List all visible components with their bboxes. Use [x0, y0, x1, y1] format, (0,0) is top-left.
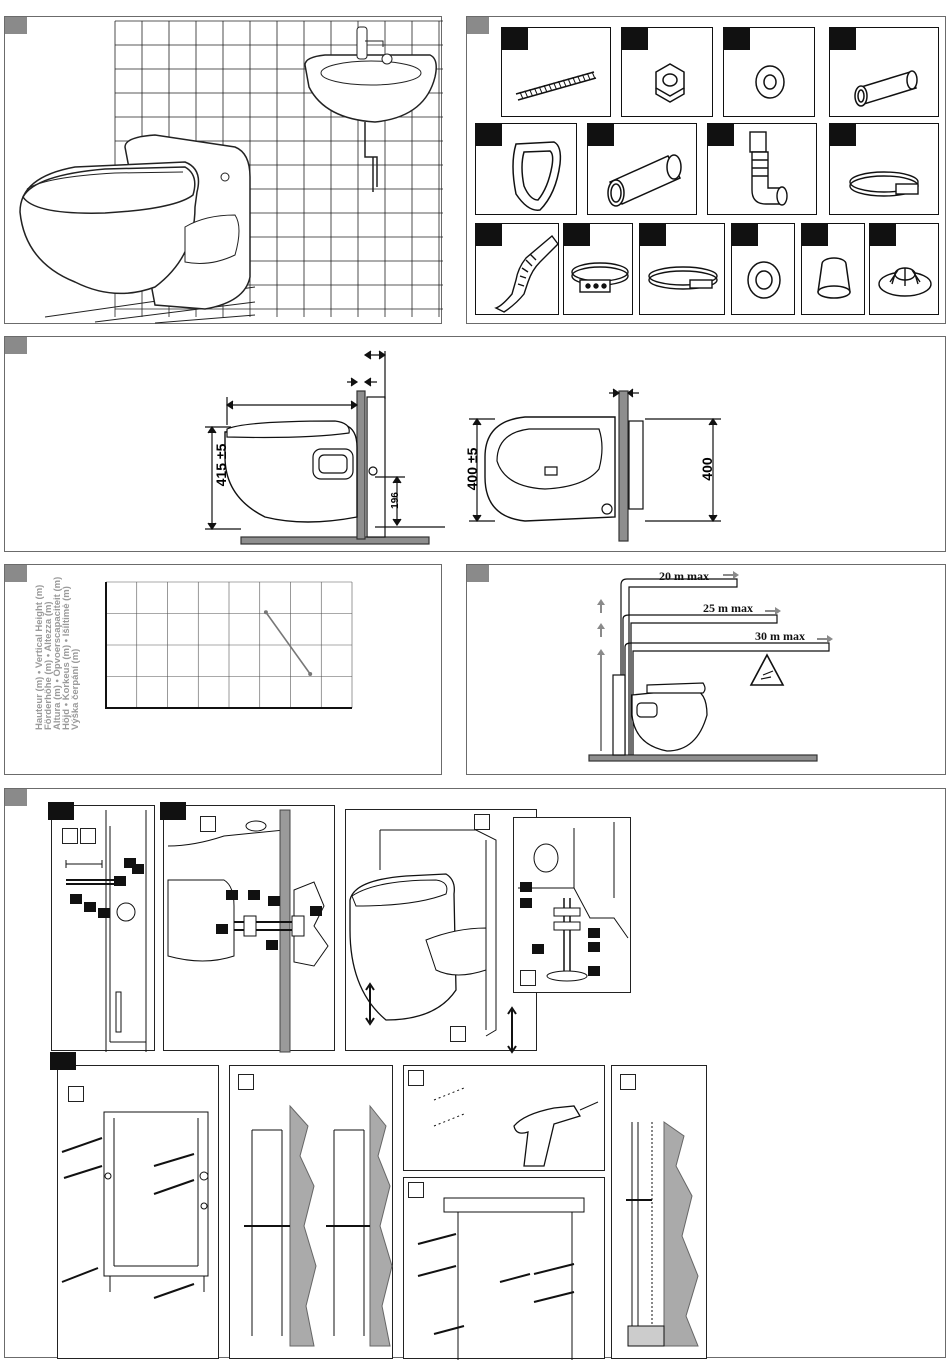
part-threaded-rod — [501, 27, 611, 117]
dim-front-height-right: 400 — [699, 457, 715, 481]
step-pipe-connection — [163, 805, 335, 1051]
callout-marker — [226, 890, 238, 900]
part-hex-nut — [621, 27, 713, 117]
gasket-plate-icon — [476, 124, 578, 216]
wall-section-drawing — [612, 1066, 708, 1360]
callout-marker — [132, 864, 144, 874]
corrugated-hose-icon — [476, 224, 560, 316]
callout-marker — [532, 944, 544, 954]
part-corrugated-hose — [475, 223, 559, 315]
chart-curve-point — [264, 610, 268, 614]
chart-ylabel-line-3: Altura (m) • Opvoerscapaciteit (m) — [52, 576, 63, 730]
threaded-rod-icon — [502, 28, 612, 118]
step-rod-fitting — [51, 805, 155, 1051]
callout-marker — [84, 902, 96, 912]
performance-chart — [106, 582, 356, 712]
part-elbow-connector — [707, 123, 817, 215]
rubber-grommet-icon — [732, 224, 796, 316]
chart-ylabel-line-1: Hauteur (m) • Vertical Height (m) — [34, 584, 45, 730]
callout-marker — [588, 942, 600, 952]
part-rubber-grommet — [731, 223, 795, 315]
part-pipe-section — [587, 123, 697, 215]
step-anchor-insertion — [403, 1177, 605, 1359]
anchor-insertion-drawing — [404, 1178, 606, 1360]
step-frame-fixing — [57, 1065, 219, 1359]
dim-front-height: 400 ±5 — [464, 447, 480, 491]
toilet-mounting-drawing — [346, 810, 538, 1052]
callout-marker — [588, 966, 600, 976]
chart-performance-curve — [266, 612, 310, 674]
callout-marker — [114, 876, 126, 886]
part-strap-clamp — [563, 223, 633, 315]
callout-marker — [70, 894, 82, 904]
part-flange-seal — [869, 223, 939, 315]
rod-fitting-drawing — [52, 806, 156, 1052]
callout-marker — [520, 882, 532, 892]
callout-marker — [588, 928, 600, 938]
callout-marker — [310, 906, 322, 916]
callout-marker — [266, 940, 278, 950]
pipe-section-icon — [588, 124, 698, 216]
hex-nut-icon — [622, 28, 714, 118]
panel-dimensions — [4, 336, 946, 552]
discharge-label-30m: 30 m max — [755, 629, 805, 643]
panel-parts-list — [466, 16, 946, 324]
part-band-clamp — [639, 223, 725, 315]
discharge-label-25m: 25 m max — [703, 601, 753, 615]
panel-number-tag — [467, 17, 489, 34]
panel-number-tag — [5, 789, 27, 806]
discharge-diagram — [467, 565, 947, 776]
step-wall-check — [229, 1065, 393, 1359]
part-gasket-plate — [475, 123, 577, 215]
washer-icon — [724, 28, 816, 118]
part-pipe-sleeve — [829, 27, 939, 117]
elbow-connector-icon — [708, 124, 818, 216]
callout-marker — [216, 924, 228, 934]
part-hose-clamp — [829, 123, 939, 215]
step-wall-section — [611, 1065, 707, 1359]
step-drilling — [403, 1065, 605, 1171]
panel-installation-steps — [4, 788, 946, 1358]
hose-clamp-icon — [830, 124, 940, 216]
discharge-label-20m: 20 m max — [659, 569, 709, 583]
pipe-connection-drawing — [164, 806, 336, 1052]
chart-ylabel-line-5: Výška čerpání (m) — [70, 648, 81, 730]
chart-ylabel-line-2: Förderhöhe (m) • Altezza (m) — [43, 601, 54, 730]
panel-bathroom-scene — [4, 16, 442, 324]
flange-seal-icon — [870, 224, 940, 316]
panel-discharge-distance — [466, 564, 946, 775]
callout-marker — [98, 908, 110, 918]
band-clamp-icon — [640, 224, 726, 316]
step-toilet-mounting — [345, 809, 537, 1051]
chart-ylabel-line-4: Höjd • Korkeus (m) • Išiltimė (m) — [61, 586, 72, 730]
part-washer — [723, 27, 815, 117]
part-cone-seal — [801, 223, 865, 315]
dim-side-height: 415 ±5 — [213, 443, 229, 487]
wall-check-drawing — [230, 1066, 394, 1360]
frame-fixing-drawing — [58, 1066, 220, 1360]
strap-clamp-icon — [564, 224, 634, 316]
cone-seal-icon — [802, 224, 866, 316]
callout-marker — [248, 890, 260, 900]
pipe-sleeve-icon — [830, 28, 940, 118]
chart-ylabel — [14, 570, 81, 730]
chart-curve-point — [308, 672, 312, 676]
callout-marker — [520, 898, 532, 908]
drilling-drawing — [404, 1066, 606, 1172]
callout-marker — [268, 896, 280, 906]
bathroom-illustration — [5, 17, 443, 325]
step-foot-adjustment — [513, 817, 631, 993]
dim-pump-height: 196 — [389, 492, 401, 509]
